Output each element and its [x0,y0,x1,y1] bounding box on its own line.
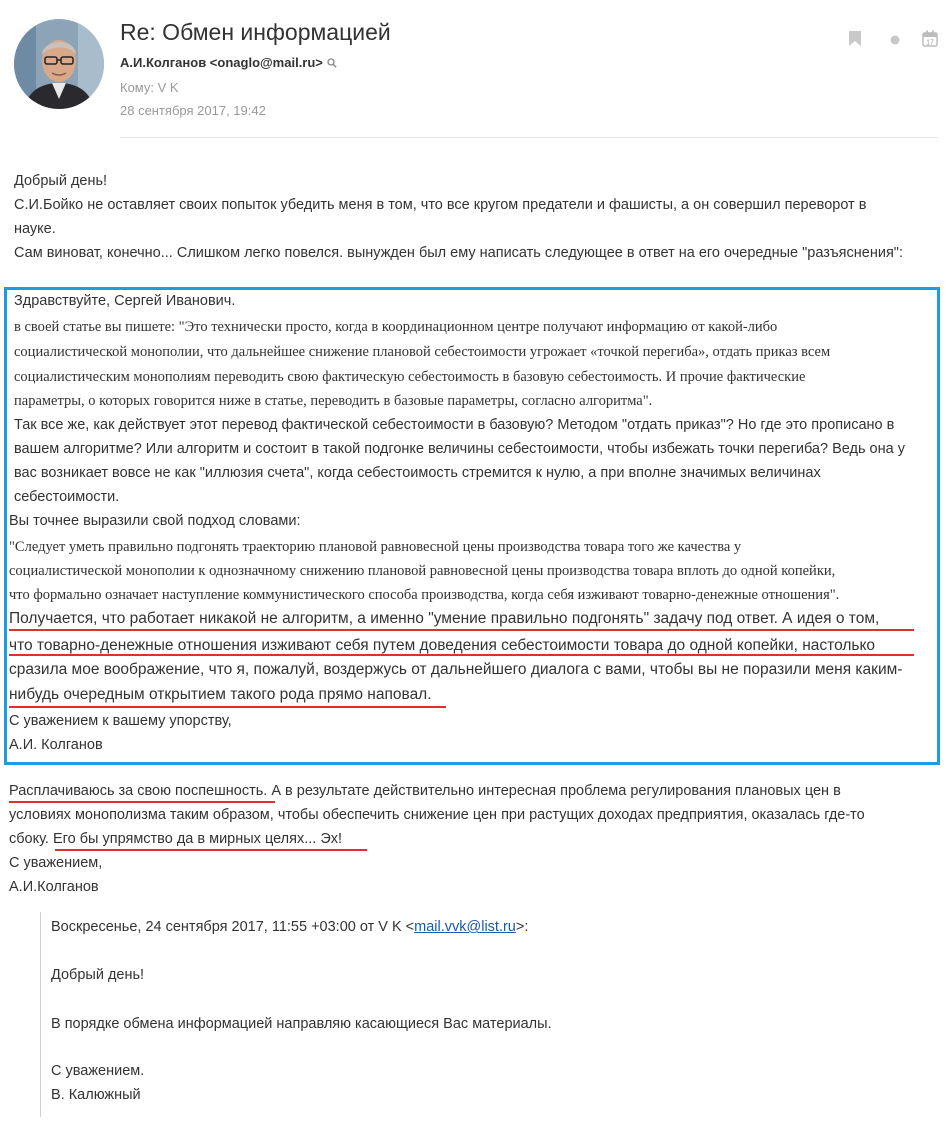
outro-line: сбоку. Его бы упрямство да в мирных целях... Эх! [9,831,343,847]
sender-name[interactable]: А.И.Колганов <onaglo@mail.ru> [120,55,323,70]
quote-line: себестоимости. [14,489,120,505]
quote-conclusion-line: нибудь очередным открытием такого рода прямо наповал. [9,686,432,703]
red-underline-annotation [9,706,446,708]
quote-line: социалистической монополии к однозначному снижению плановой равновесной цены производства товара вплоть до одной копейки, [9,563,836,579]
quote-signature: А.И. Колганов [9,737,103,753]
quote-line: в своей статье вы пишете: "Это технически просто, когда в координационном центре получают информацию от какой-либо [14,319,778,335]
intro-line-2: С.И.Бойко не оставляет своих попыток убедить меня в том, что все кругом предатели и фашисты, а он совершил переворот в [14,197,867,213]
quoted-sign-off: С уважением. [51,1063,145,1079]
quote-greeting: Здравствуйте, Сергей Иванович. [14,293,236,309]
outro-sign-off: С уважением, [9,855,103,871]
email-date: 28 сентября 2017, 19:42 [120,103,266,118]
outro-line: условиях монополизма таким образом, чтобы обеспечить снижение цен при растущих доходах предприятия, оказалась где-то [9,807,865,823]
calendar-icon[interactable] [922,30,938,52]
quote-line: что формально означает наступление коммунистического способа производства, когда себя изживают товарно-денежные отношения". [9,587,840,603]
quote-conclusion-line: Получается, что работает никакой не алгоритм, а именно "умение правильно подгонять" задачу под ответ. А идея о том, [9,610,880,627]
quoted-greeting: Добрый день! [51,967,145,983]
quote-line: вашем алгоритме? Или алгоритм и состоит в такой подгонке величины себестоимости, чтобы избежать точки перегиба? Ведь она у [14,441,905,457]
quoted-header-suffix: >: [515,919,529,935]
red-underline-annotation [9,801,275,803]
quote-line: социалистической монополии, что дальнейшее снижение плановой себестоимости угрожает «точкой перегиба», отдать приказ всем [14,344,831,360]
quote-line: Вы точнее выразили свой подход словами: [9,513,301,529]
quote-line: социалистическим монополиям переводить свою фактическую себестоимость в базовую себестоимость. И прочие фактические [14,369,806,385]
quote-sign-off: С уважением к вашему упорству, [9,713,232,729]
outro-signature: А.И.Колганов [9,879,99,895]
red-underline-annotation [9,654,914,656]
intro-line-1: Добрый день! [14,173,108,189]
quote-line: Так все же, как действует этот перевод фактической себестоимости в базовую? Методом "отдать приказ"? Но где это прописано в [14,417,895,433]
recipient-line: Кому: V K [120,80,179,95]
search-icon[interactable] [327,56,337,71]
quote-line: "Следует уметь правильно подгонять траекторию плановой равновесной цены производства товара того же качества у [9,539,742,555]
mark-unread-icon[interactable] [889,33,901,51]
sender-line[interactable] [120,55,337,71]
outro-line: Расплачиваюсь за свою поспешность. А в результате действительно интересная проблема регулирования плановых цен в [9,783,841,799]
intro-line-4: Сам виноват, конечно... Слишком легко повелся. вынужден был ему написать следующее в ответ на его очередные "разъяснения": [14,245,903,261]
quoted-message-bar [40,912,41,1117]
email-subject: Re: Обмен информацией [120,19,391,45]
bookmark-icon[interactable] [848,30,862,52]
header-divider [120,137,938,138]
sender-avatar[interactable] [14,19,104,109]
quoted-header-prefix: Воскресенье, 24 сентября 2017, 11:55 +03:00 от V K < [51,919,415,935]
quoted-message-header [51,918,528,936]
quote-conclusion-line: сразила мое воображение, что я, пожалуй, воздержусь от дальнейшего диалога с вами, чтобы вы не поразили меня каким- [9,661,903,678]
quote-conclusion-line: что товарно-денежные отношения изживают себя путем доведения себестоимости товара до одной копейки, настолько [9,637,876,654]
quoted-body: В порядке обмена информацией направляю касающиеся Вас материалы. [51,1016,552,1032]
quote-line: параметры, о которых говорится ниже в статье, переводить в базовые параметры, согласно алгоритма". [14,393,653,409]
calendar-day: 17 [926,39,934,47]
red-underline-annotation [9,629,914,631]
red-underline-annotation [55,849,367,851]
intro-line-3: науке. [14,221,56,237]
quote-line: вас возникает вовсе не как "иллюзия счета", когда себестоимость стремится к нулю, а при вполне значимых величинах [14,465,821,481]
quoted-signature: В. Калюжный [51,1087,141,1103]
quoted-sender-email-link[interactable]: mail.vvk@list.ru [414,919,516,935]
